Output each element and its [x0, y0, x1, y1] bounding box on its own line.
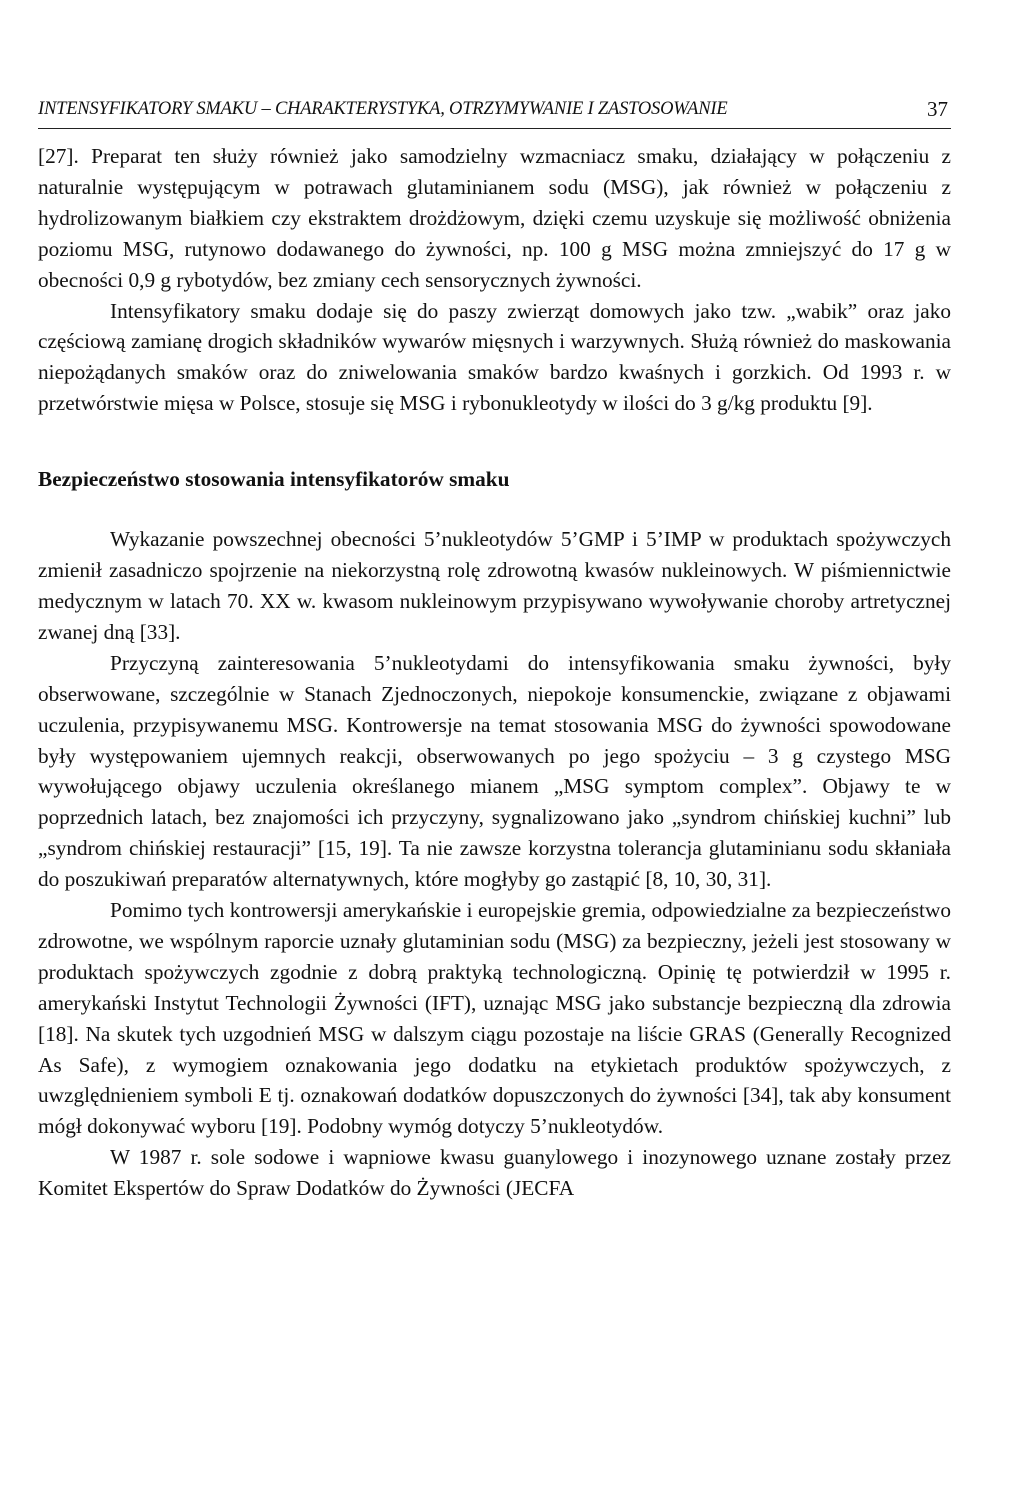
paragraph: Wykazanie powszechnej obecności 5’nukleotydów 5’GMP i 5’IMP w produktach spożywczych zmienił zasadniczo spojrzenie na niekorzystną rolę zdrowotną kwasów nukleinowych. W piśmiennictwie medycznym w latach 70. XX w. kwasom nukleinowym przypisywano wywoływanie choroby artretycznej zwanej dną [33].: [38, 527, 951, 644]
heading-spacer: [38, 494, 951, 524]
body-text: [38, 141, 951, 1204]
paragraph: Przyczyną zainteresowania 5’nukleotydami do intensyfikowania smaku żywności, były obserwowane, szczególnie w Stanach Zjednoczonych, niepokoje konsumenckie, związane z objawami uczulenia, przypisywanemu MSG. Kontrowersje na temat stosowania MSG do żywności spowodowane były występowaniem ujemnych reakcji, obserwowanych po jego spożyciu – 3 g czystego MSG wywołującego objawy uczulenia określanego mianem „MSG symptom complex”. Objawy te w poprzednich latach, bez znajomości ich przyczyny, sygnalizowano jako „syndrom chińskiej kuchni” lub „syndrom chińskiej restauracji” [15, 19]. Ta nie zawsze korzystna tolerancja glutaminianu sodu skłaniała do poszukiwań preparatów alternatywnych, które mogłyby go zastąpić [8, 10, 30, 31].: [38, 650, 951, 892]
paragraph: Intensyfikatory smaku dodaje się do paszy zwierząt domowych jako tzw. „wabik” oraz jako częściową zamianę drogich składników wywarów mięsnych i warzywnych. Służą również do maskowania niepożądanych smaków oraz do zniwelowania smaków bardzo kwaśnych i gorzkich. Od 1993 r. w przetwórstwie mięsa w Polsce, stosuje się MSG i rybonukleotydy w ilości do 3 g/kg produktu [9].: [38, 298, 951, 416]
paragraph: W 1987 r. sole sodowe i wapniowe kwasu guanylowego i inozynowego uznane zostały przez Komitet Ekspertów do Spraw Dodatków do Żywności (JECFA: [38, 1145, 951, 1201]
header-rule: [38, 128, 951, 129]
running-header: [38, 97, 950, 125]
running-title: INTENSYFIKATORY SMAKU – CHARAKTERYSTYKA, OTRZYMYWANIE I ZASTOSOWANIE: [38, 99, 728, 119]
paragraph: Pomimo tych kontrowersji amerykańskie i europejskie gremia, odpowiedzialne za bezpieczeństwo zdrowotne, we wspólnym raporcie uznały glutaminian sodu (MSG) za bezpieczny, jeżeli jest stosowany w produktach spożywczych zgodnie z dobrą praktyką technologiczną. Opinię tę potwierdził w 1995 r. amerykański Instytut Technologii Żywności (IFT), uznając MSG jako substancje bezpieczną dla zdrowia [18]. Na skutek tych uzgodnień MSG w dalszym ciągu pozostaje na liście GRAS (Generally Recognized As Safe), z wymogiem oznakowania jego dodatku na etykietach produktów spożywczych, z uwzględnieniem symboli E tj. oznakowań dodatków dopuszczonych do żywności [34], tak aby konsument mógł dokonywać wyboru [19]. Podobny wymóg dotyczy 5’nukleotydów.: [38, 898, 951, 1139]
paragraph-continued: [27]. Preparat ten służy również jako samodzielny wzmacniacz smaku, działający w połączeniu z naturalnie występującym w potrawach glutaminianem sodu (MSG), jak również w połączeniu z hydrolizowanym białkiem czy ekstraktem drożdżowym, dzięki czemu uzyskuje się możliwość obniżenia poziomu MSG, rutynowo dodawanego do żywności, np. 100 g MSG można zmniejszyć do 17 g w obecności 0,9 g rybotydów, bez zmiany cech sensorycznych żywności.: [38, 144, 951, 292]
section-heading: Bezpieczeństwo stosowania intensyfikatorów smaku: [38, 467, 510, 492]
page-number: 37: [927, 97, 948, 121]
